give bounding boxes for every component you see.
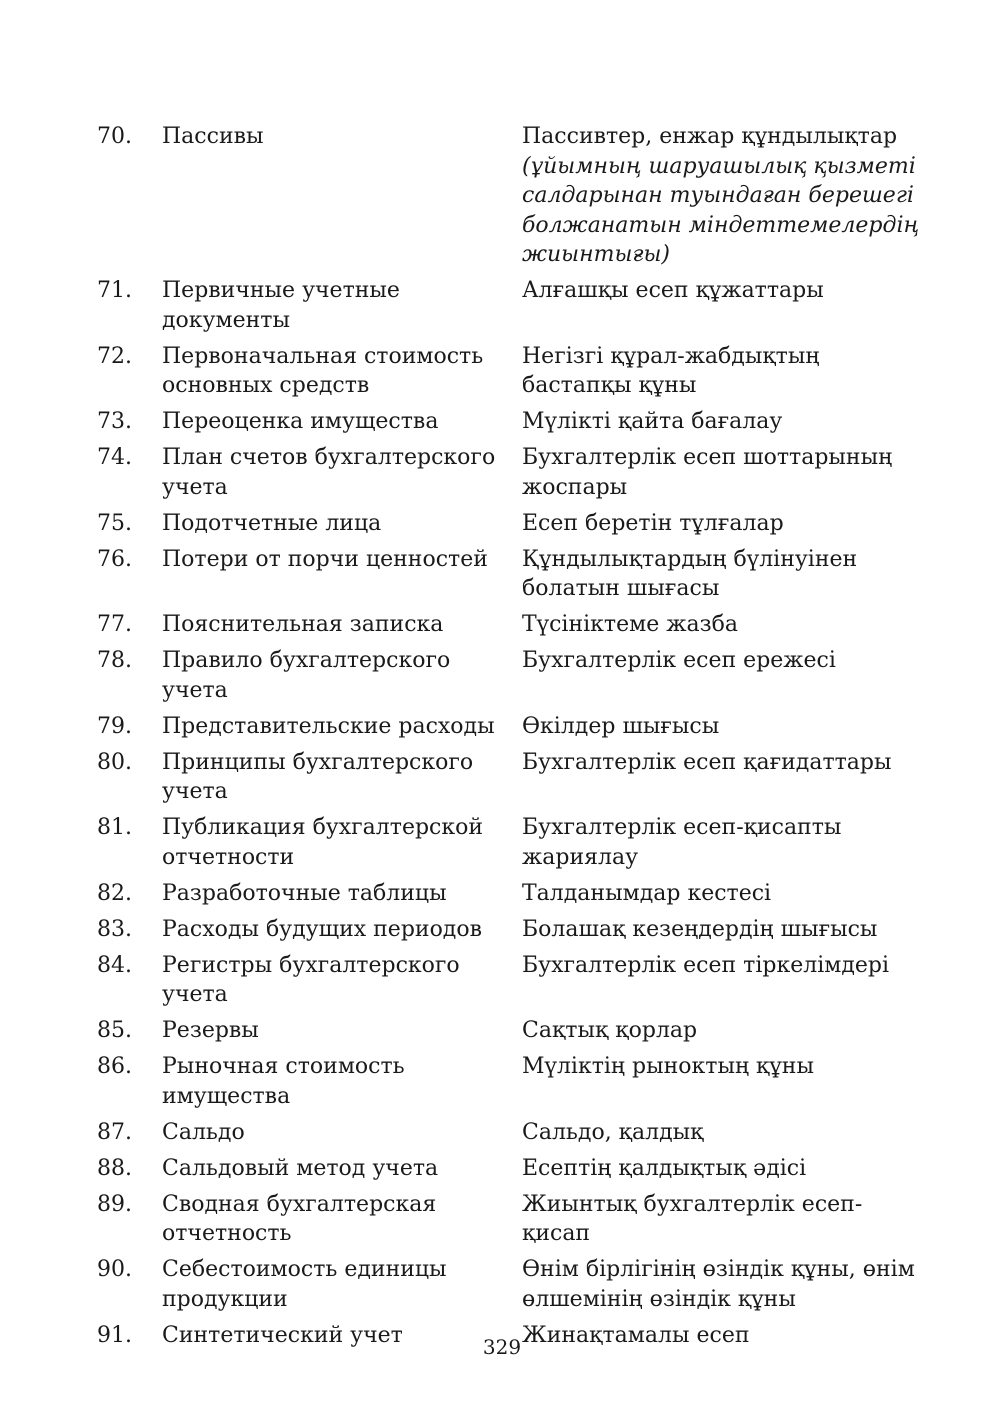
entry-number: 73. bbox=[97, 409, 132, 434]
entry-number: 78. bbox=[97, 648, 132, 673]
russian-term: Синтетический учет bbox=[162, 1322, 403, 1348]
glossary-entry-74 bbox=[97, 443, 927, 502]
russian-term: Разработочные таблицы bbox=[162, 880, 447, 906]
glossary-entry-75 bbox=[97, 509, 927, 539]
glossary-entry-81 bbox=[97, 813, 927, 872]
kazakh-term: Сальдо, қалдық bbox=[522, 1119, 704, 1145]
russian-term: Публикация бухгалтерской отчетности bbox=[162, 815, 484, 870]
entry-number: 88. bbox=[97, 1155, 132, 1181]
entry-number: 71. bbox=[97, 278, 132, 303]
glossary-entry-71 bbox=[97, 276, 927, 335]
glossary-entry-88 bbox=[97, 1154, 927, 1184]
kazakh-term: Болашақ кезеңдердің шығысы bbox=[522, 916, 878, 942]
russian-term: Рыночная стоимость имущества bbox=[162, 1054, 405, 1109]
page-number: 329 bbox=[482, 1335, 522, 1359]
entry-number: 83. bbox=[97, 916, 132, 942]
russian-term: Пассивы bbox=[162, 124, 264, 149]
kazakh-term: Негізгі құрал-жабдықтың бастапқы құны bbox=[522, 343, 820, 398]
kazakh-term: Өкілдер шығысы bbox=[522, 713, 720, 739]
glossary-entry-78 bbox=[97, 646, 927, 705]
kazakh-translation-block bbox=[522, 122, 927, 270]
glossary-entry-73 bbox=[97, 407, 927, 437]
entry-number: 85. bbox=[97, 1018, 132, 1043]
kazakh-term: Пассивтер, енжар құндылықтар bbox=[522, 124, 898, 149]
entry-number: 77. bbox=[97, 612, 132, 637]
entry-number: 90. bbox=[97, 1257, 132, 1282]
glossary-entry-82 bbox=[97, 879, 927, 909]
russian-term: Представительские расходы bbox=[162, 713, 495, 739]
russian-term: Подотчетные лица bbox=[162, 510, 382, 536]
entry-number: 91. bbox=[97, 1322, 132, 1348]
glossary-entry-85 bbox=[97, 1016, 927, 1046]
entry-number: 74. bbox=[97, 445, 132, 470]
entry-number: 80. bbox=[97, 749, 132, 775]
glossary-entry-76 bbox=[97, 545, 927, 604]
russian-term: Сводная бухгалтерская отчетность bbox=[162, 1191, 437, 1246]
glossary-entry-89 bbox=[97, 1190, 927, 1249]
kazakh-term: Алғашқы есеп құжаттары bbox=[522, 278, 824, 303]
russian-term: План счетов бухгалтерского учета bbox=[162, 445, 496, 500]
kazakh-term: Есептің қалдықтық әдісі bbox=[522, 1155, 807, 1181]
glossary-entry-80 bbox=[97, 748, 927, 807]
kazakh-term: Құндылықтардың бүлінуінен болатын шығасы bbox=[522, 546, 858, 601]
kazakh-term: Түсініктеме жазба bbox=[522, 612, 738, 637]
glossary-entry-79 bbox=[97, 712, 927, 742]
entry-number: 81. bbox=[97, 815, 132, 840]
kazakh-term-note: (ұйымның шаруашылық қызметі салдарынан туындаған берешегі болжанатын міндеттемелердің жиынтығы) bbox=[522, 153, 920, 267]
russian-term: Первоначальная стоимость основных средств bbox=[162, 343, 484, 398]
kazakh-term: Есеп беретін тұлғалар bbox=[522, 510, 784, 536]
glossary-list bbox=[97, 122, 927, 1357]
kazakh-term: Бухгалтерлік есеп тіркелімдері bbox=[522, 952, 890, 978]
russian-term: Правило бухгалтерского учета bbox=[162, 648, 451, 703]
russian-term: Себестоимость единицы продукции bbox=[162, 1257, 447, 1312]
entry-number: 86. bbox=[97, 1054, 132, 1079]
russian-term: Принципы бухгалтерского учета bbox=[162, 749, 474, 804]
kazakh-term: Бухгалтерлік есеп қағидаттары bbox=[522, 749, 892, 775]
entry-number: 75. bbox=[97, 510, 132, 536]
kazakh-term: Бухгалтерлік есеп-қисапты жариялау bbox=[522, 815, 842, 870]
glossary-entry-70 bbox=[97, 122, 927, 270]
glossary-entry-87 bbox=[97, 1118, 927, 1148]
entry-number: 76. bbox=[97, 546, 132, 572]
russian-term: Расходы будущих периодов bbox=[162, 916, 482, 942]
russian-term: Резервы bbox=[162, 1018, 259, 1043]
entry-number: 87. bbox=[97, 1119, 132, 1145]
entry-number: 72. bbox=[97, 343, 132, 369]
kazakh-term: Бухгалтерлік есеп шоттарының жоспары bbox=[522, 445, 893, 500]
entry-number: 70. bbox=[97, 124, 132, 149]
kazakh-term: Мүлікті қайта бағалау bbox=[522, 409, 783, 434]
entry-number: 82. bbox=[97, 880, 132, 906]
glossary-entry-84 bbox=[97, 951, 927, 1010]
russian-term: Первичные учетные документы bbox=[162, 278, 400, 333]
russian-term: Потери от порчи ценностей bbox=[162, 546, 488, 572]
kazakh-term: Өнім бірлігінің өзіндік құны, өнім өлшемінің өзіндік құны bbox=[522, 1257, 915, 1312]
kazakh-term: Жиынтық бухгалтерлік есеп-қисап bbox=[522, 1191, 863, 1246]
glossary-entry-83 bbox=[97, 915, 927, 945]
glossary-entry-77 bbox=[97, 610, 927, 640]
entry-number: 84. bbox=[97, 952, 132, 978]
kazakh-term: Талданымдар кестесі bbox=[522, 880, 772, 906]
russian-term: Переоценка имущества bbox=[162, 409, 439, 434]
glossary-entry-72 bbox=[97, 342, 927, 401]
glossary-entry-86 bbox=[97, 1052, 927, 1111]
russian-term: Пояснительная записка bbox=[162, 612, 444, 637]
russian-term: Регистры бухгалтерского учета bbox=[162, 952, 460, 1007]
entry-number: 89. bbox=[97, 1191, 132, 1217]
kazakh-term: Бухгалтерлік есеп ережесі bbox=[522, 648, 836, 673]
kazakh-term: Сақтық қорлар bbox=[522, 1018, 698, 1043]
russian-term: Сальдо bbox=[162, 1119, 245, 1145]
kazakh-term: Мүліктің рыноктың құны bbox=[522, 1054, 814, 1079]
kazakh-term: Жинақтамалы есеп bbox=[522, 1322, 750, 1348]
russian-term: Сальдовый метод учета bbox=[162, 1155, 439, 1181]
glossary-entry-90 bbox=[97, 1255, 927, 1314]
entry-number: 79. bbox=[97, 713, 132, 739]
